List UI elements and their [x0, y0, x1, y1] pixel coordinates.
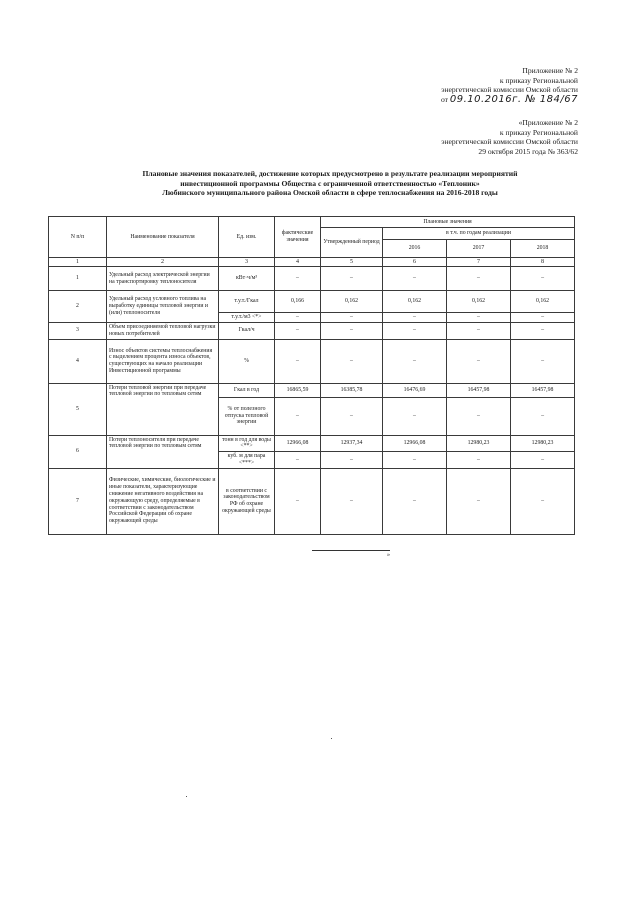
indicators-table — [48, 216, 575, 535]
value-2016: 16476,69 — [383, 383, 447, 397]
unit-cell: % от полезного отпуска тепловой энергии — [219, 397, 275, 435]
actual-value: – — [275, 323, 321, 340]
prev-appendix-order-line: к приказу Региональной — [499, 127, 578, 137]
value-2016: – — [383, 397, 447, 435]
table-row — [49, 267, 575, 291]
value-2017: – — [447, 339, 511, 383]
header-number: N п/п — [49, 217, 107, 258]
indicator-name: Физические, химические, биологические и иные показатели, характеризующие снижение негативного воздействия на окружающую среду, определяемые в соответствии с законодательством Российской Федерации об охране окружающей среды — [107, 468, 219, 534]
value-2017: 12980,23 — [447, 435, 511, 452]
approved-value: – — [321, 397, 383, 435]
header-year-2017: 2017 — [447, 240, 511, 258]
actual-value: – — [275, 313, 321, 323]
unit-cell: в соответствии с законодательством РФ об охране окружающей среды — [219, 468, 275, 534]
indicator-name: Потери тепловой энергии при передаче тепловой энергии по тепловым сетям — [107, 383, 219, 435]
column-number: 6 — [383, 258, 447, 267]
approved-value: – — [321, 323, 383, 340]
unit-cell: т.у.т./м3 <*> — [219, 313, 275, 323]
header-by-years: в т.ч. по годам реализации — [383, 228, 575, 240]
table-row — [49, 435, 575, 452]
unit-cell: куб. м для пара <***> — [219, 452, 275, 469]
value-2018: – — [511, 397, 575, 435]
approved-value: – — [321, 339, 383, 383]
value-2018: – — [511, 468, 575, 534]
unit-cell: Гкал/ч — [219, 323, 275, 340]
value-2017: – — [447, 452, 511, 469]
value-2018: – — [511, 267, 575, 291]
table-row — [49, 291, 575, 313]
prev-appendix-commission-line: энергетической комиссии Омской области — [441, 137, 578, 147]
header-year-2018: 2018 — [511, 240, 575, 258]
row-number: 1 — [49, 267, 107, 291]
value-2018: – — [511, 323, 575, 340]
prev-appendix-date-line: 29 октября 2015 года № 363/62 — [478, 146, 578, 156]
indicator-name: Потери теплоносителя при передаче тепловой энергии по тепловым сетям — [107, 435, 219, 468]
title-line-2: инвестиционной программы Общества с ограниченной ответственностью «Теплоник» — [180, 178, 480, 188]
value-2016: – — [383, 323, 447, 340]
row-number: 6 — [49, 435, 107, 468]
row-number: 4 — [49, 339, 107, 383]
table-row — [49, 339, 575, 383]
appendix-number: Приложение № 2 — [522, 66, 578, 75]
column-number: 7 — [447, 258, 511, 267]
value-2018: 12980,23 — [511, 435, 575, 452]
handwritten-date-signature: 09.10.2016г. № 184/67 — [449, 93, 578, 105]
column-number: 1 — [49, 258, 107, 267]
approved-value: – — [321, 267, 383, 291]
value-2017: 16457,98 — [447, 383, 511, 397]
approved-value: – — [321, 313, 383, 323]
scan-speck — [331, 738, 332, 739]
value-2017: – — [447, 323, 511, 340]
row-number: 7 — [49, 468, 107, 534]
column-number: 8 — [511, 258, 575, 267]
actual-value: 16865,59 — [275, 383, 321, 397]
value-2018: – — [511, 452, 575, 469]
table-row — [49, 468, 575, 534]
actual-value: – — [275, 397, 321, 435]
header-year-2016: 2016 — [383, 240, 447, 258]
value-2018: – — [511, 339, 575, 383]
value-2016: – — [383, 313, 447, 323]
prev-appendix-number: «Приложение № 2 — [518, 118, 578, 127]
unit-cell: Гкал в год — [219, 383, 275, 397]
value-2016: – — [383, 267, 447, 291]
actual-value: – — [275, 339, 321, 383]
appendix-commission-line: энергетической комиссии Омской области — [441, 85, 578, 95]
header-planned-values: Плановые значения — [321, 217, 575, 228]
value-2017: – — [447, 468, 511, 534]
actual-value: – — [275, 267, 321, 291]
approved-value: – — [321, 468, 383, 534]
scan-speck — [186, 796, 187, 797]
appendix-header-current — [441, 66, 578, 104]
value-2017: 0,162 — [447, 291, 511, 313]
value-2016: 0,162 — [383, 291, 447, 313]
value-2016: – — [383, 468, 447, 534]
unit-cell: % — [219, 339, 275, 383]
value-2017: – — [447, 267, 511, 291]
date-prefix: от — [440, 94, 448, 104]
title-line-1: Плановые значения показателей, достижение которых предусмотрено в результате реализации мероприятий — [142, 169, 518, 178]
unit-cell: т.у.т./Гкал — [219, 291, 275, 313]
column-number: 5 — [321, 258, 383, 267]
column-number: 3 — [219, 258, 275, 267]
header-indicator-name: Наименование показателя — [107, 217, 219, 258]
appendix-date-line — [441, 95, 578, 105]
indicator-name: Объем присоединяемой тепловой нагрузки новых потребителей — [107, 323, 219, 340]
row-number: 3 — [49, 323, 107, 340]
value-2016: 12966,08 — [383, 435, 447, 452]
value-2018: 16457,98 — [511, 383, 575, 397]
actual-value: 0,166 — [275, 291, 321, 313]
value-2017: – — [447, 397, 511, 435]
row-number: 5 — [49, 383, 107, 435]
row-number: 2 — [49, 291, 107, 323]
actual-value: 12966,08 — [275, 435, 321, 452]
value-2016: – — [383, 339, 447, 383]
document-title — [95, 169, 565, 198]
column-number: 4 — [275, 258, 321, 267]
approved-value: 0,162 — [321, 291, 383, 313]
table-row — [49, 383, 575, 397]
table-row — [49, 323, 575, 340]
value-2016: – — [383, 452, 447, 469]
header-actual-values: фактические значения — [275, 217, 321, 258]
appendix-header-previous — [441, 118, 578, 156]
actual-value: – — [275, 468, 321, 534]
appendix-order-line: к приказу Региональной — [499, 75, 578, 85]
approved-value: – — [321, 452, 383, 469]
unit-cell: тонн в год для воды <**> — [219, 435, 275, 452]
value-2017: – — [447, 313, 511, 323]
approved-value: 12937,34 — [321, 435, 383, 452]
value-2018: – — [511, 313, 575, 323]
approved-value: 16385,78 — [321, 383, 383, 397]
column-number: 2 — [107, 258, 219, 267]
title-line-3: Любинского муниципального района Омской области в сфере теплоснабжения на 2016-2018 годы — [162, 188, 498, 198]
indicator-name: Удельный расход электрической энергии на транспортировку теплоносителя — [107, 267, 219, 291]
header-approved-period: Утвержденный период — [321, 228, 383, 258]
indicator-name: Удельный расход условного топлива на выработку единицы тепловой энергии и (или) теплоносителя — [107, 291, 219, 323]
unit-cell: кВт·ч/м³ — [219, 267, 275, 291]
indicator-name: Износ объектов системы теплоснабжения с выделением процента износа объектов, существующих на начало реализации Инвестиционной программы — [107, 339, 219, 383]
header-unit: Ед. изм. — [219, 217, 275, 258]
closing-quote-mark: » — [312, 550, 390, 558]
value-2018: 0,162 — [511, 291, 575, 313]
actual-value: – — [275, 452, 321, 469]
